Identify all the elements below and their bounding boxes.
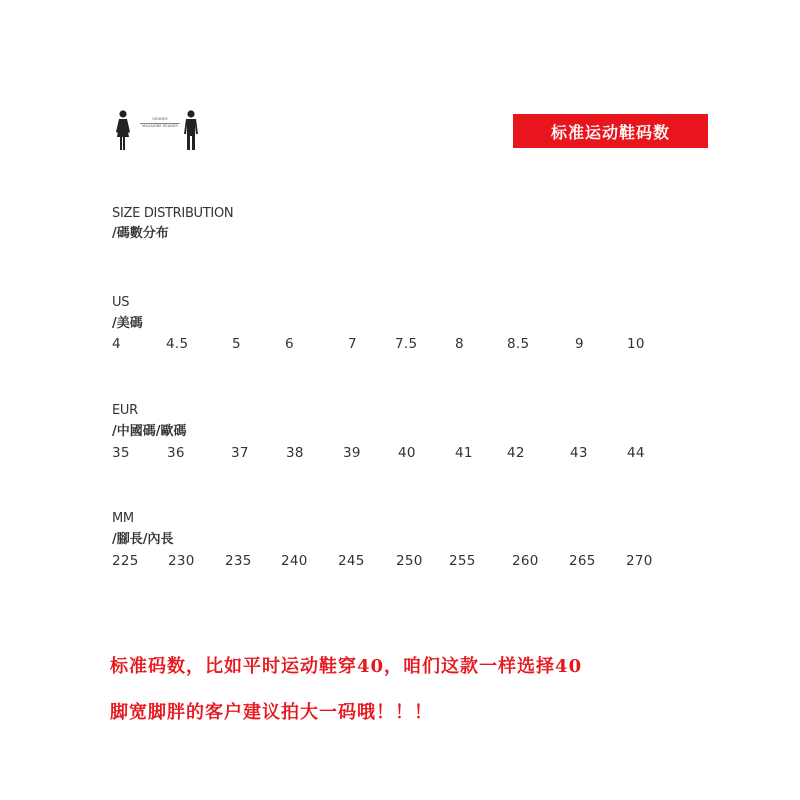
eur-size-row: [0, 445, 800, 465]
us-size-cell: 7.5: [395, 336, 418, 352]
us-size-cell: 10: [627, 336, 645, 352]
us-size-cell: 5: [232, 336, 241, 352]
logo-caption: GENDER: [152, 117, 168, 121]
mm-size-row: [0, 553, 800, 573]
eur-label-en: EUR: [112, 403, 138, 418]
mm-size-cell: 225: [112, 553, 139, 569]
us-label-cn: /美碼: [112, 316, 143, 331]
standard-size-banner: 标准运动鞋码数: [513, 114, 708, 148]
mm-size-cell: 270: [626, 553, 653, 569]
eur-size-cell: 36: [167, 445, 185, 461]
mm-label-cn: /腳長/內長: [112, 532, 174, 547]
us-size-row: [0, 336, 800, 356]
us-size-cell: 6: [285, 336, 294, 352]
mm-size-cell: 245: [338, 553, 365, 569]
mm-size-cell: 250: [396, 553, 423, 569]
eur-size-cell: 43: [570, 445, 588, 461]
male-figure-icon: [180, 110, 202, 152]
us-size-cell: 7: [348, 336, 357, 352]
mm-size-cell: 260: [512, 553, 539, 569]
eur-size-cell: 42: [507, 445, 525, 461]
sizing-note-line2: 脚宽脚胖的客户建议拍大一码哦！！！: [110, 702, 433, 723]
eur-size-cell: 40: [398, 445, 416, 461]
section-title-cn: /碼數分布: [112, 226, 169, 241]
eur-size-cell: 37: [231, 445, 249, 461]
eur-size-cell: 39: [343, 445, 361, 461]
mm-size-cell: 230: [168, 553, 195, 569]
section-title-en: SIZE DISTRIBUTION: [112, 206, 234, 221]
eur-size-cell: 44: [627, 445, 645, 461]
gender-logo: [112, 110, 202, 152]
mm-size-cell: 235: [225, 553, 252, 569]
us-size-cell: 4: [112, 336, 121, 352]
us-size-cell: 8: [455, 336, 464, 352]
us-size-cell: 4.5: [166, 336, 189, 352]
eur-size-cell: 41: [455, 445, 473, 461]
us-size-cell: 8.5: [507, 336, 530, 352]
mm-size-cell: 265: [569, 553, 596, 569]
mm-size-cell: 255: [449, 553, 476, 569]
mm-size-cell: 240: [281, 553, 308, 569]
female-figure-icon: [112, 110, 134, 152]
sizing-note-line1: 标准码数，比如平时运动鞋穿40，咱们这款一样选择40: [110, 656, 583, 677]
eur-label-cn: /中國碼/歐碼: [112, 424, 187, 439]
logo-caption-2: MAGAZINE READER: [142, 124, 178, 128]
eur-size-cell: 38: [286, 445, 304, 461]
eur-size-cell: 35: [112, 445, 130, 461]
us-label-en: US: [112, 295, 130, 310]
us-size-cell: 9: [575, 336, 584, 352]
mm-label-en: MM: [112, 511, 134, 526]
